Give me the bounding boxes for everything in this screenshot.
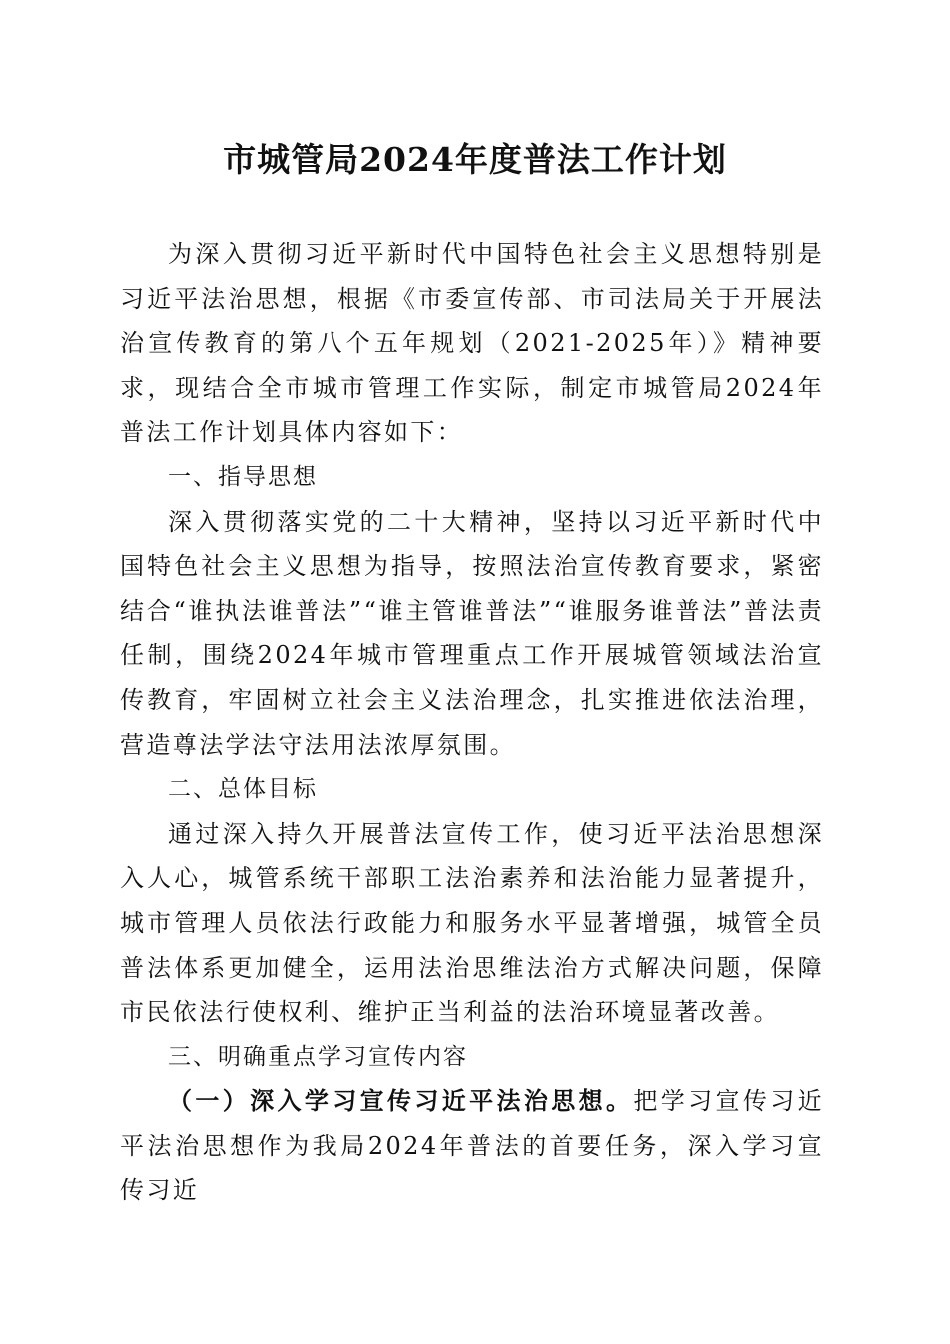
section-paragraph-overall-goals: 通过深入持久开展普法宣传工作，使习近平法治思想深入人心，城管系统干部职工法治素养和法治能力显著提升，城市管理人员依法行政能力和服务水平显著增强，城管全员普法体系更加健全，运用法治思维法治方式解决问题，保障市民依法行使权利、维护正当利益的法治环境显著改善。 — [120, 819, 824, 1027]
document-body — [120, 232, 824, 1213]
subsection-text: 把学习宣传习近平法治思想作为我局2024年普法的首要任务，深入学习宣传习近 — [120, 1087, 824, 1205]
section-heading-guiding-ideology: 一、指导思想 — [168, 463, 318, 490]
section-heading-overall-goals: 二、总体目标 — [168, 776, 318, 803]
subsection-heading: （一）深入学习宣传习近平法治思想。 — [168, 1086, 634, 1116]
section-paragraph-guiding-ideology: 深入贯彻落实党的二十大精神，坚持以习近平新时代中国特色社会主义思想为指导，按照法治宣传教育要求，紧密结合“谁执法谁普法”“谁主管谁普法”“谁服务谁普法”普法责任制，围绕2024年城市管理重点工作开展城管领域法治宣传教育，牢固树立社会主义法治理念，扎实推进依法治理，营造尊法学法守法用法浓厚氛围。 — [120, 507, 824, 759]
intro-paragraph: 为深入贯彻习近平新时代中国特色社会主义思想特别是习近平法治思想，根据《市委宣传部、市司法局关于开展法治宣传教育的第八个五年规划（2021-2025年）》精神要求，现结合全市城市管理工作实际，制定市城管局2024年普法工作计划具体内容如下： — [120, 240, 824, 447]
document-title: 市城管局2024年度普法工作计划 — [223, 140, 727, 179]
section-paragraph-key-content — [120, 1079, 824, 1213]
section-heading-key-content: 三、明确重点学习宣传内容 — [168, 1043, 468, 1070]
